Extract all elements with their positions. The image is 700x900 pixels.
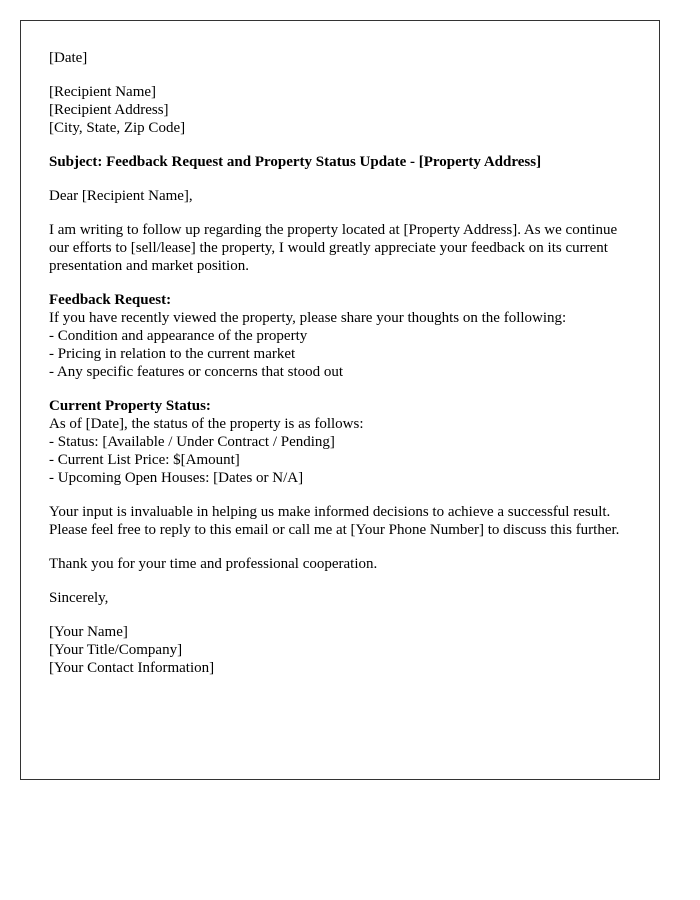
list-item: - Status: [Available / Under Contract / Pending] — [49, 434, 335, 450]
recipient-name: [Recipient Name] — [49, 84, 157, 100]
signature-block — [49, 623, 631, 677]
feedback-lead: If you have recently viewed the property, please share your thoughts on the following: — [49, 310, 567, 326]
list-item: - Current List Price: $[Amount] — [49, 452, 240, 468]
feedback-heading: Feedback Request: — [49, 292, 172, 308]
subject-line: Subject: Feedback Request and Property Status Update - [Property Address] — [49, 154, 542, 170]
closing-paragraph: Your input is invaluable in helping us make informed decisions to achieve a successful result. Please feel free to reply to this email or call me at [Your Phone Number] to discuss this further. — [49, 504, 620, 538]
date-block — [49, 49, 631, 67]
list-item: - Condition and appearance of the property — [49, 328, 308, 344]
list-item: - Any specific features or concerns that stood out — [49, 364, 344, 380]
salutation: Dear [Recipient Name], — [49, 188, 193, 204]
signoff-block — [49, 589, 631, 607]
recipient-address: [Recipient Address] — [49, 102, 169, 118]
status-lead: As of [Date], the status of the property is as follows: — [49, 416, 364, 432]
signoff: Sincerely, — [49, 590, 109, 606]
signature-title: [Your Title/Company] — [49, 642, 183, 658]
recipient-city-state-zip: [City, State, Zip Code] — [49, 120, 186, 136]
list-item: - Pricing in relation to the current market — [49, 346, 296, 362]
status-section — [49, 397, 631, 487]
signature-contact: [Your Contact Information] — [49, 660, 215, 676]
letter-date: [Date] — [49, 50, 88, 66]
intro-paragraph: I am writing to follow up regarding the property located at [Property Address]. As we continue our efforts to [sell/lease] the property, I would greatly appreciate your feedback on its current presentation and market position. — [49, 222, 618, 274]
salutation-block — [49, 187, 631, 205]
recipient-block — [49, 83, 631, 137]
feedback-section — [49, 291, 631, 381]
subject-block — [49, 153, 631, 171]
signature-name: [Your Name] — [49, 624, 128, 640]
letter-page — [20, 20, 660, 780]
thanks-paragraph: Thank you for your time and professional cooperation. — [49, 556, 378, 572]
list-item: - Upcoming Open Houses: [Dates or N/A] — [49, 470, 304, 486]
status-heading: Current Property Status: — [49, 398, 211, 414]
